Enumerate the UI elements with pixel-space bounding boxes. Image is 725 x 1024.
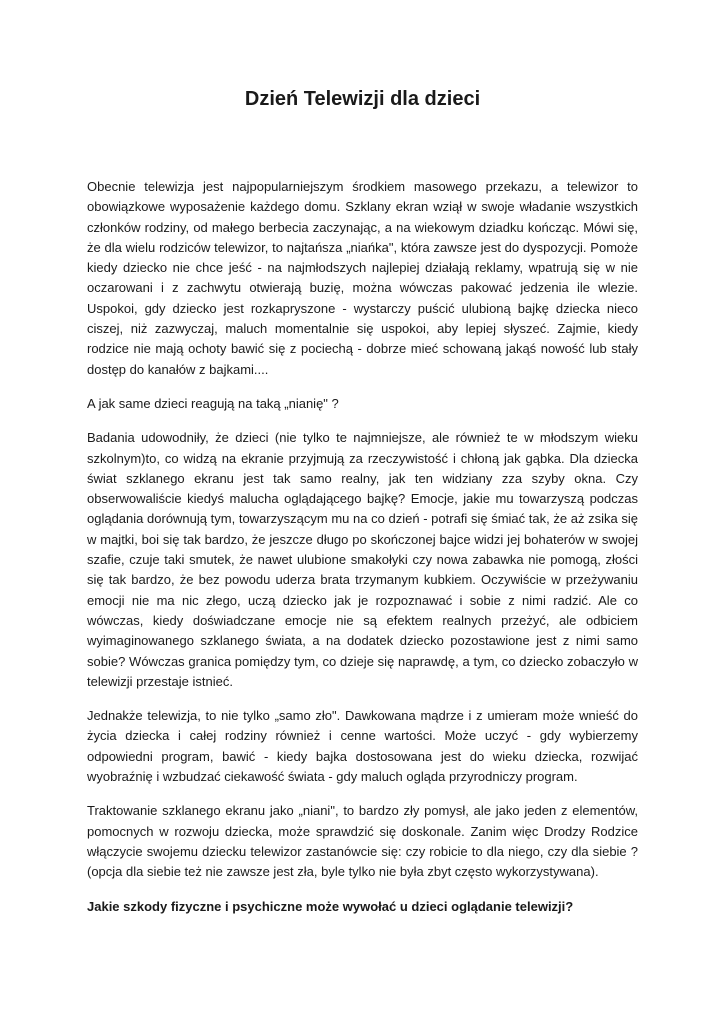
section-heading-question: Jakie szkody fizyczne i psychiczne może wywołać u dzieci oglądanie telewizji?	[87, 898, 574, 914]
page-title: Dzień Telewizji dla dzieci	[244, 88, 481, 110]
paragraph-research: Badania udowodniły, że dzieci (nie tylko te najmniejsze, ale również te w młodszym wieku szkolnym)to, co widzą na ekranie przyjmują za rzeczywistość i chłoną jak gąbka. Dla dziecka świat szklanego ekranu jest tak samo realny, jak ten widziany zza szyby okna. Czy obserwowaliście kiedyś malucha oglądającego bajkę? Emocje, jakie mu towarzyszą podczas oglądania dorównują tym, towarzyszącym mu na co dzień - potrafi się śmiać tak, że aż zsika się w majtki, boi się tak bardzo, że jeszcze długo po skończonej bajce widzi jej bohaterów w swojej szafie, czuje taki smutek, że nawet ulubione smakołyki czy nowa zabawka nie pomogą, złości się tak bardzo, że bez powodu uderza brata trzymanym kubkiem. Oczywiście w przeżywaniu emocji nie ma nic złego, uczą dziecko jak je rozpoznawać i sobie z nimi radzić. Ale co wówczas, kiedy doświadczane emocje nie są efektem realnych przeżyć, ale odbiciem wyimaginowanego szklanego świata, a na dodatek dziecko pozostawione jest z nimi samo sobie? Wówczas granica pomiędzy tym, co dzieje się naprawdę, a tym, co dziecko zobaczyło w telewizji przestaje istnieć.	[87, 430, 638, 689]
paragraph-question: A jak same dzieci reagują na taką „nianię" ?	[87, 395, 339, 411]
paragraph-advice: Traktowanie szklanego ekranu jako „niani", to bardzo zły pomysł, ale jako jeden z elementów, pomocnych w rozwoju dziecka, może sprawdzić się doskonale. Zanim więc Drodzy Rodzice włączycie swojemu dziecku telewizor zastanówcie się: czy robicie to dla niego, czy dla siebie ? (opcja dla siebie też nie zawsze jest zła, byle tylko nie była zbyt często wykorzystywana).	[87, 803, 638, 880]
paragraph-benefits: Jednakże telewizja, to nie tylko „samo zło". Dawkowana mądrze i z umieram może wnieść do życia dziecka i całej rodziny również i cenne wartości. Może uczyć - gdy wybierzemy odpowiedni program, bawić - kiedy bajka dostosowana jest do wieku dziecka, rozwijać wyobraźnię i wzbudzać ciekawość świata - gdy maluch ogląda przyrodniczy program.	[87, 708, 638, 785]
article-body	[87, 177, 638, 931]
paragraph-intro: Obecnie telewizja jest najpopularniejszym środkiem masowego przekazu, a telewizor to obowiązkowe wyposażenie każdego domu. Szklany ekran wziął w swoje władanie wszystkich członków rodziny, od małego berbecia zaczynając, a na wiekowym dziadku kończąc. Mówi się, że dla wielu rodziców telewizor, to najtańsza „niańka", która zawsze jest do dyspozycji. Pomoże kiedy dziecko nie chce jeść - na najmłodszych najlepiej działają reklamy, wpatrują się w nie oczarowani i z zachwytu otwierają buzię, można wówczas pakować jedzenia ile wlezie. Uspokoi, gdy dziecko jest rozkapryszone - wystarczy puścić ulubioną bajkę dziecka nieco ciszej, niż zazwyczaj, maluch momentalnie się uspokoi, aby lepiej słyszeć. Zajmie, kiedy rodzice nie mają ochoty bawić się z pociechą - dobrze mieć schowaną jakąś nowość lub stały dostęp do kanałów z bajkami....	[87, 179, 638, 377]
